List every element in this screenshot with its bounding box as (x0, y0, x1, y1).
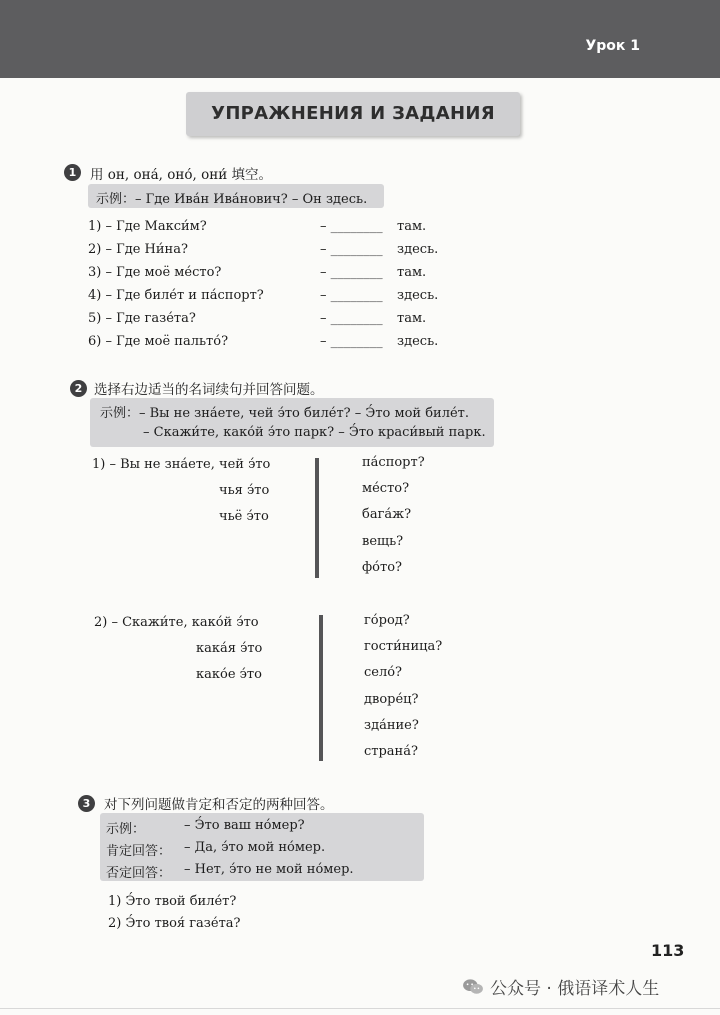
watermark-text: 公众号 · 俄语译术人生 (490, 979, 660, 999)
group-2-left-phrase: како́е э́то (196, 667, 262, 682)
group-2-noun: дворе́ц? (364, 692, 419, 707)
negative-text: – Нет, э́то не мой но́мер. (184, 862, 354, 877)
exercise-1-tail: здесь. (397, 334, 439, 349)
group-1-left-phrase: чья э́то (219, 483, 270, 498)
group-1-left-phrase: 1) – Вы не зна́ете, чей э́то (92, 457, 271, 472)
group-1-left-phrase: чьё э́то (219, 509, 269, 524)
negative-label: 否定回答： (106, 866, 172, 881)
group-1-noun: ме́сто? (362, 481, 410, 496)
lesson-label: Урок 1 (585, 38, 640, 54)
page-number: 113 (651, 941, 685, 960)
group-1-noun: па́спорт? (362, 455, 425, 470)
group-2-left-phrase: кака́я э́то (196, 641, 263, 656)
exercise-1-question: 5) – Где газе́та? (88, 311, 196, 326)
bottom-edge (0, 1008, 720, 1009)
exercise-2-example-line2: – Скажи́те, како́й э́то парк? – Э́то краси́вый парк. (143, 425, 486, 440)
affirmative-label: 肯定回答： (106, 844, 172, 859)
exercise-1-tail: там. (397, 265, 427, 280)
group-2-noun: го́род? (364, 613, 410, 628)
exercise-1-question: 6) – Где моё пальто́? (88, 334, 229, 349)
exercise-1-blank: – ________ (320, 334, 383, 349)
exercise-1-tail: здесь. (397, 288, 439, 303)
exercise-1-tail: там. (397, 311, 427, 326)
group-2-left-phrase: 2) – Скажи́те, како́й э́то (94, 615, 259, 630)
group-2-divider (319, 615, 323, 761)
wechat-icon (462, 978, 484, 996)
exercise-1-blank: – ________ (320, 288, 383, 303)
example-text: – Э́то ваш но́мер? (184, 818, 305, 833)
exercise-1-instruction: 用 он, она́, оно́, они́ 填空。 (90, 167, 273, 183)
group-1-noun: вещь? (362, 534, 404, 549)
example-label: 示例： (106, 822, 146, 837)
exercise-1-tail: там. (397, 219, 427, 234)
exercise-1-tail: здесь. (397, 242, 439, 257)
group-1-noun: бага́ж? (362, 507, 412, 522)
exercise-1-blank: – ________ (320, 242, 383, 257)
affirmative-text: – Да, э́то мой но́мер. (184, 840, 326, 855)
exercise-2-example-line1: 示例：– Вы не зна́ете, чей э́то биле́т? – Э́то мой биле́т. (100, 406, 469, 421)
group-1-divider (315, 458, 319, 578)
exercise-1-question: 4) – Где биле́т и па́спорт? (88, 288, 264, 303)
exercise-1-question: 3) – Где моё ме́сто? (88, 265, 222, 280)
exercise-1-example: 示例：– Где Ива́н Ива́нович? – Он здесь. (96, 192, 368, 207)
exercise-3-question: 2) Э́то твоя́ газе́та? (108, 916, 241, 931)
exercise-1-question: 2) – Где Ни́на? (88, 242, 188, 257)
group-2-noun: зда́ние? (364, 718, 419, 733)
section-title: УПРАЖНЕНИЯ И ЗАДАНИЯ (186, 92, 520, 136)
exercise-3-instruction: 对下列问题做肯定和否定的两种回答。 (104, 797, 334, 813)
exercise-1-blank: – ________ (320, 265, 383, 280)
exercise-1-number: 1 (64, 164, 81, 181)
exercise-1-question: 1) – Где Макси́м? (88, 219, 207, 234)
group-2-noun: село́? (364, 665, 403, 680)
group-1-noun: фо́то? (362, 560, 402, 575)
exercise-2-instruction: 选择右边适当的名词续句并回答问题。 (94, 382, 324, 398)
exercise-1-blank: – ________ (320, 311, 383, 326)
exercise-1-blank: – ________ (320, 219, 383, 234)
group-2-noun: гости́ница? (364, 639, 443, 654)
exercise-2-number: 2 (70, 380, 87, 397)
watermark (462, 974, 659, 999)
exercise-3-question: 1) Э́то твой биле́т? (108, 894, 237, 909)
exercise-3-number: 3 (78, 795, 95, 812)
header-bar (0, 0, 720, 78)
group-2-noun: страна́? (364, 744, 418, 759)
